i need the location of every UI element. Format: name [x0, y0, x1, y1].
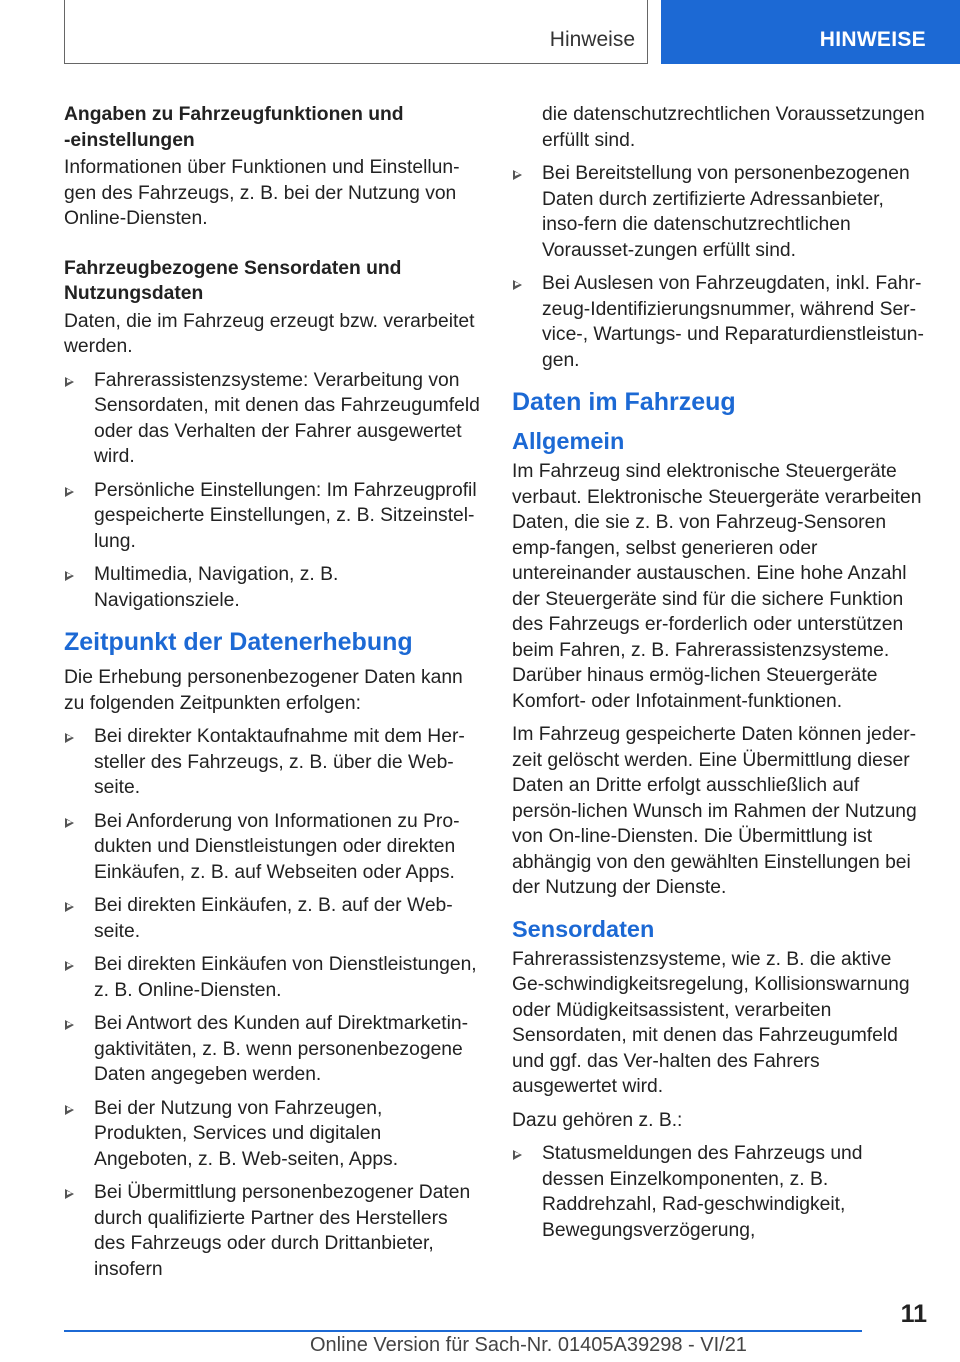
triangle-bullet-icon: [65, 571, 74, 581]
paragraph-sensordaten: Fahrerassistenzsysteme, wie z. B. die aktive Ge‐schwindigkeitsregelung, Kollisionswarnung oder Müdigkeitsassistent, verarbeiten Sensordaten, mit denen das Fahrzeugumfeld und ggf. das Ver‐halten des Fahrers ausgewertet wird.: [512, 948, 910, 1097]
paragraph-dazu-gehoeren: Dazu gehören z. B.:: [512, 1109, 683, 1131]
list-item-continuation: die datenschutzrechtlichen Voraussetzungen erfüllt sind.: [542, 104, 925, 151]
list-item: Bei Übermittlung personenbezogener Daten durch qualifizierte Partner des Herstellers des Fahrzeugs oder durch Drittanbieter, insofern: [64, 1180, 480, 1282]
paragraph-allgemein-1: Im Fahrzeug sind elektronische Steuergeräte verbaut. Elektronische Steuergeräte verarbeiten Daten, die sie z. B. von Fahrzeug-Sensoren emp‐fangen, selbst generieren oder untereinander austauschen. Eine hohe Anzahl der Steuergeräte sind für die sichere Funktion des Fahrzeugs er‐forderlich oder unterstützen beim Fahren, z. B. Fahrerassistenzsysteme. Darüber hinaus ermög‐lichen Steuergeräte Komfort- oder Infotainment‐funktionen.: [512, 461, 922, 712]
right-column: [512, 102, 928, 1251]
header-section-label: Hinweise: [549, 28, 635, 51]
list-item: Bei Anforderung von Informationen zu Pro‐dukten und Dienstleistungen oder direkten Einkäufen, z. B. auf Webseiten oder Apps.: [64, 809, 480, 886]
page-number: 11: [900, 1300, 927, 1328]
paragraph-zeitpunkt: Die Erhebung personenbezogener Daten kann zu folgenden Zeitpunkten erfolgen:: [64, 667, 463, 714]
triangle-bullet-icon: [65, 1105, 74, 1115]
triangle-bullet-icon: [65, 733, 74, 743]
heading-allgemein: Allgemein: [512, 428, 625, 454]
heading-sensordaten-nutzungsdaten: Fahrzeugbezogene Sensordaten und Nutzungsdaten: [64, 257, 402, 304]
list-sensordaten: [512, 1141, 928, 1243]
list-item: Statusmeldungen des Fahrzeugs und dessen Einzelkomponenten, z. B. Raddrehzahl, Rad‐geschwindigkeit, Bewegungsverzögerung,: [512, 1141, 928, 1243]
list-item: Bei direkten Einkäufen von Dienstleistungen, z. B. Online-Diensten.: [64, 952, 480, 1003]
heading-zeitpunkt-datenerhebung: Zeitpunkt der Datenerhebung: [64, 628, 413, 656]
list-datenarten: [64, 368, 480, 614]
triangle-bullet-icon: [513, 1150, 522, 1160]
header-chapter-tab: [661, 0, 960, 64]
page-header: [0, 0, 960, 68]
triangle-bullet-icon: [65, 961, 74, 971]
footer-online-version: Online Version für Sach-Nr. 01405A39298 - VI/21: [310, 1334, 747, 1356]
triangle-bullet-icon: [65, 487, 74, 497]
triangle-bullet-icon: [65, 377, 74, 387]
triangle-bullet-icon: [513, 170, 522, 180]
list-item: Bei Auslesen von Fahrzeugdaten, inkl. Fahr‐zeug-Identifizierungsnummer, während Ser‐vice-, Wartungs- und Reparaturdienstleistun‐gen.: [512, 271, 928, 373]
triangle-bullet-icon: [65, 818, 74, 828]
heading-sensordaten: Sensordaten: [512, 915, 655, 942]
list-item: Bei direkter Kontaktaufnahme mit dem Her‐steller des Fahrzeugs, z. B. über die Web‐seite.: [64, 724, 480, 801]
list-zeitpunkte-continued: [512, 161, 928, 373]
triangle-bullet-icon: [513, 280, 522, 290]
triangle-bullet-icon: [65, 902, 74, 912]
triangle-bullet-icon: [65, 1189, 74, 1199]
left-column: [64, 102, 480, 1290]
footer-divider: [64, 1330, 862, 1332]
paragraph-fahrzeugfunktionen: Informationen über Funktionen und Einstellun‐gen des Fahrzeugs, z. B. bei der Nutzung von Online-Diensten.: [64, 157, 460, 229]
list-item: Persönliche Einstellungen: Im Fahrzeugprofil gespeicherte Einstellungen, z. B. Sitzeinstel‐lung.: [64, 478, 480, 555]
list-zeitpunkte: [64, 724, 480, 1282]
paragraph-allgemein-2: Im Fahrzeug gespeicherte Daten können jeder‐zeit gelöscht werden. Eine Übermittlung dieser Daten an Dritte erfolgt ausschließlich auf persön‐lichen Wunsch im Rahmen der Nutzung von On‐line-Diensten. Die Übermittlung ist abhängig von den gewählten Einstellungen bei der Nutzung der Dienste.: [512, 724, 917, 898]
heading-daten-im-fahrzeug: Daten im Fahrzeug: [512, 388, 736, 416]
paragraph-sensordaten-nutzungsdaten: Daten, die im Fahrzeug erzeugt bzw. verarbeitet werden.: [64, 310, 475, 357]
heading-fahrzeugfunktionen: Angaben zu Fahrzeugfunktionen und ‑einstellungen: [64, 104, 404, 151]
list-item: Bei der Nutzung von Fahrzeugen, Produkten, Services und digitalen Angeboten, z. B. Web‐seiten, Apps.: [64, 1096, 480, 1173]
list-item: Bei Antwort des Kunden auf Direktmarketin‐gaktivitäten, z. B. wenn personenbezogene Daten angegeben werden.: [64, 1011, 480, 1088]
header-chapter-label: HINWEISE: [819, 28, 926, 51]
list-item: Bei Bereitstellung von personenbezogenen Daten durch zertifizierte Adressanbieter, inso‐fern die datenschutzrechtlichen Vorausset‐zungen erfüllt sind.: [512, 161, 928, 263]
triangle-bullet-icon: [65, 1020, 74, 1030]
list-item: Bei direkten Einkäufen, z. B. auf der Web‐seite.: [64, 893, 480, 944]
header-section-box: [64, 0, 648, 64]
list-item: Multimedia, Navigation, z. B. Navigationsziele.: [64, 562, 480, 613]
list-item: Fahrerassistenzsysteme: Verarbeitung von Sensordaten, mit denen das Fahrzeugumfeld oder das Verhalten der Fahrer ausgewertet wird.: [64, 368, 480, 470]
